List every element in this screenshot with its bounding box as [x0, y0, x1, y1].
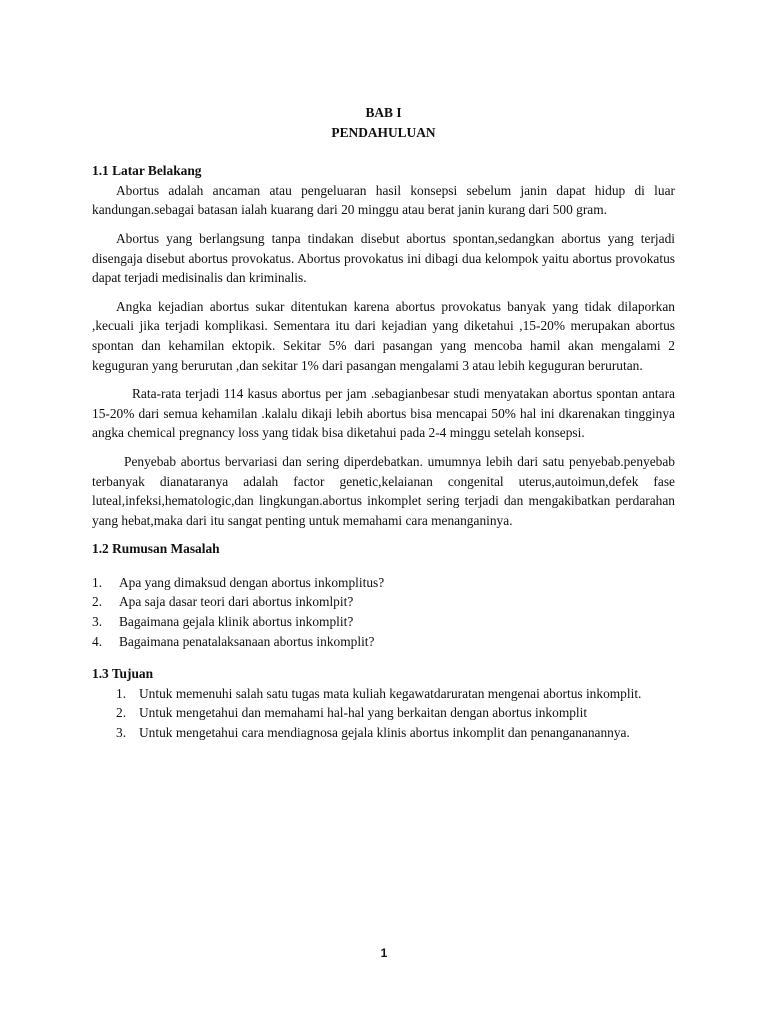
- list-item: [92, 703, 675, 723]
- list-number: 1.: [92, 574, 103, 590]
- list-number: 2.: [116, 705, 127, 721]
- section-heading-latar-belakang: 1.1 Latar Belakang: [92, 163, 202, 179]
- list-number: 3.: [92, 614, 103, 630]
- list-text: Untuk memenuhi salah satu tugas mata kuliah kegawatdaruratan mengenai abortus inkomplit.: [139, 685, 642, 701]
- section-heading-tujuan: 1.3 Tujuan: [92, 666, 154, 682]
- list-number: 4.: [92, 633, 103, 649]
- chapter-title: PENDAHULUAN: [331, 124, 436, 140]
- list-item: [92, 632, 675, 652]
- list-text: Untuk mengetahui dan memahami hal-hal yang berkaitan dengan abortus inkomplit: [139, 705, 588, 721]
- list-text: Untuk mengetahui cara mendiagnosa gejala klinis abortus inkomplit dan penangananannya.: [139, 725, 630, 741]
- list-item: [92, 723, 675, 743]
- list-item: [92, 573, 675, 593]
- paragraph: Angka kejadian abortus sukar ditentukan karena abortus provokatus banyak yang tidak dilaporkan ,kecuali jika terjadi komplikasi. Sementara itu dari kejadian yang diketahui ,15-20% merupakan abortus spontan dan kehamilan ektopik. Sekitar 5% dari pasangan yang mencoba hamil akan mengalami 2 keguguran yang berurutan ,dan sekitar 1% dari pasangan mengalami 3 atau lebih keguguran berurutan.: [92, 298, 675, 373]
- list-text: Bagaimana gejala klinik abortus inkomplit?: [119, 614, 354, 630]
- list-number: 3.: [116, 725, 127, 741]
- paragraph: Abortus adalah ancaman atau pengeluaran hasil konsepsi sebelum janin dapat hidup di luar kandungan.sebagai batasan ialah kuarang dari 20 minggu atau berat janin kurang dari 500 gram.: [92, 182, 675, 218]
- list-text: Apa saja dasar teori dari abortus inkomlpit?: [119, 594, 354, 610]
- page-number: 1: [380, 946, 388, 960]
- tujuan-list: [92, 684, 675, 743]
- list-item: [92, 592, 675, 612]
- list-number: 2.: [92, 594, 103, 610]
- section-heading-rumusan-masalah: 1.2 Rumusan Masalah: [92, 541, 220, 557]
- rumusan-masalah-list: [92, 573, 675, 651]
- list-item: [92, 684, 675, 704]
- paragraph: Rata-rata terjadi 114 kasus abortus per jam .sebagianbesar studi menyatakan abortus spontan antara 15-20% dari semua kehamilan .kalalu dikaji lebih abortus bisa mencapai 50% hal ini dkarenakan tingginya angka chemical pregnancy loss yang tidak bisa diketahui pada 2-4 minggu setelah konsepsi.: [92, 386, 675, 441]
- paragraph: Penyebab abortus bervariasi dan sering diperdebatkan. umumnya lebih dari satu penyebab.penyebab terbanyak dianataranya adalah factor genetic,kelaianan congenital uterus,autoimun,defek fase luteal,infeksi,hematologic,dan lingkungan.abortus inkomplet sering terjadi dan mengakibatkan perdarahan yang hebat,maka dari itu sangat penting untuk memahami cara menanganinya.: [92, 453, 675, 528]
- chapter-number: BAB I: [365, 105, 402, 120]
- list-number: 1.: [116, 685, 127, 701]
- list-item: [92, 612, 675, 632]
- list-text: Bagaimana penatalaksanaan abortus inkomplit?: [119, 633, 375, 649]
- list-text: Apa yang dimaksud dengan abortus inkomplitus?: [119, 574, 385, 590]
- paragraph: Abortus yang berlangsung tanpa tindakan disebut abortus spontan,sedangkan abortus yang terjadi disengaja disebut abortus provokatus. Abortus provokatus ini dibagi dua kelompok yaitu abortus provokatus dapat terjadi medisinalis dan kriminalis.: [92, 230, 675, 286]
- page-content: [92, 103, 675, 743]
